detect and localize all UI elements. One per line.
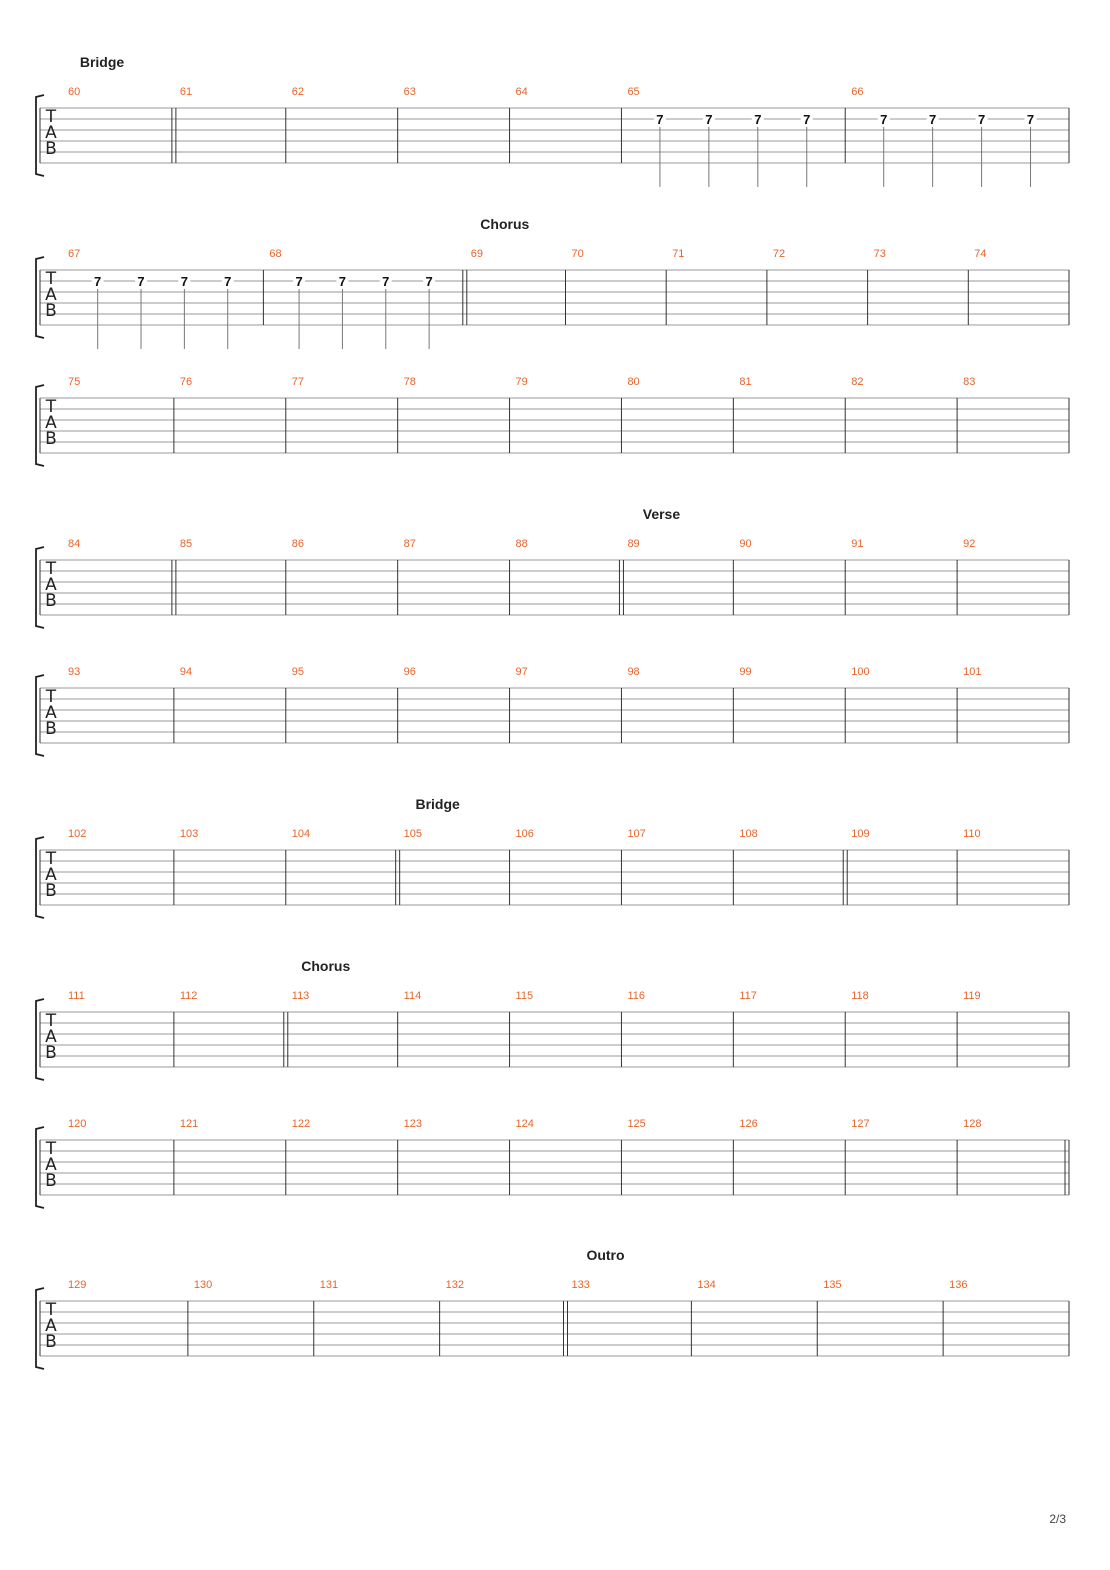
fret-number: 7 bbox=[425, 274, 433, 289]
fret-number: 7 bbox=[1026, 112, 1035, 127]
measure-number: 99 bbox=[739, 666, 752, 678]
measure-number: 110 bbox=[963, 828, 981, 840]
measure-number: 128 bbox=[963, 1118, 982, 1130]
tab-clef-letter: A bbox=[45, 285, 57, 305]
measure-number: 136 bbox=[949, 1279, 968, 1291]
tab-clef-letter: A bbox=[45, 1316, 57, 1336]
fret-number: 7 bbox=[929, 112, 937, 127]
measure-number: 79 bbox=[515, 376, 528, 388]
tab-clef-letter: A bbox=[45, 865, 57, 885]
measure-number: 86 bbox=[291, 538, 305, 550]
measure-number: 109 bbox=[851, 828, 870, 840]
measure-number: 135 bbox=[823, 1279, 842, 1291]
measure-number: 82 bbox=[851, 376, 864, 388]
tab-clef-letter: B bbox=[45, 139, 57, 159]
section-label: Bridge bbox=[415, 796, 460, 812]
tab-clef-letter: B bbox=[45, 301, 57, 321]
tab-clef-letter: B bbox=[45, 1043, 57, 1063]
measure-number: 132 bbox=[445, 1279, 464, 1291]
tab-system bbox=[36, 1247, 1069, 1369]
tab-system bbox=[36, 796, 1069, 918]
measure-number: 115 bbox=[515, 990, 534, 1002]
measure-number: 88 bbox=[515, 538, 528, 550]
fret-number: 7 bbox=[224, 274, 232, 289]
measure-number: 93 bbox=[68, 666, 81, 678]
measure-number: 134 bbox=[697, 1279, 716, 1291]
page-number: 2/3 bbox=[1049, 1512, 1066, 1526]
measure-number: 118 bbox=[851, 990, 869, 1002]
tab-clef-letter: T bbox=[45, 1300, 57, 1320]
measure-number: 67 bbox=[68, 248, 81, 260]
measure-number: 87 bbox=[403, 538, 416, 550]
tab-clef-letter: T bbox=[45, 1139, 57, 1159]
measure-number: 117 bbox=[739, 990, 757, 1002]
tab-clef-letter: B bbox=[45, 1171, 57, 1191]
section-label: Bridge bbox=[79, 54, 125, 70]
measure-number: 120 bbox=[68, 1118, 87, 1130]
measure-number: 119 bbox=[963, 990, 981, 1002]
tab-clef-letter: T bbox=[45, 1011, 57, 1031]
tab-system bbox=[36, 376, 1069, 466]
measure-number: 124 bbox=[515, 1118, 534, 1130]
tab-clef-letter: T bbox=[45, 269, 57, 289]
measure-number: 100 bbox=[851, 666, 870, 678]
tab-system bbox=[36, 54, 1069, 187]
fret-number: 7 bbox=[656, 112, 664, 127]
measure-number: 80 bbox=[627, 376, 640, 388]
fret-number: 7 bbox=[295, 274, 303, 289]
measure-number: 75 bbox=[68, 376, 81, 388]
measure-number: 126 bbox=[739, 1118, 758, 1130]
tab-clef-letter: T bbox=[45, 107, 57, 127]
tab-clef-letter: T bbox=[45, 559, 57, 579]
tab-clef-letter: B bbox=[45, 429, 57, 449]
measure-number: 60 bbox=[68, 86, 81, 98]
section-label: Verse bbox=[642, 506, 681, 522]
fret-number: 7 bbox=[180, 274, 188, 289]
fret-number: 7 bbox=[94, 274, 102, 289]
tab-clef-letter: B bbox=[45, 719, 57, 739]
measure-number: 123 bbox=[403, 1118, 423, 1130]
measure-number: 116 bbox=[627, 990, 645, 1002]
measure-number: 69 bbox=[470, 248, 484, 260]
measure-number: 133 bbox=[571, 1279, 590, 1291]
measure-number: 81 bbox=[739, 376, 752, 388]
fret-number: 7 bbox=[382, 274, 390, 289]
measure-number: 84 bbox=[68, 538, 81, 550]
measure-number: 95 bbox=[291, 666, 305, 678]
tab-system bbox=[36, 958, 1069, 1080]
measure-number: 97 bbox=[515, 666, 528, 678]
measure-number: 71 bbox=[672, 248, 685, 260]
tab-system bbox=[36, 1118, 1069, 1208]
measure-number: 85 bbox=[179, 538, 193, 550]
measure-number: 94 bbox=[179, 666, 193, 678]
fret-number: 7 bbox=[977, 112, 986, 127]
fret-number: 7 bbox=[137, 274, 145, 289]
fret-number: 7 bbox=[803, 112, 811, 127]
measure-number: 73 bbox=[873, 248, 886, 260]
measure-number: 90 bbox=[739, 538, 752, 550]
tab-clef-letter: A bbox=[45, 123, 57, 143]
tab-clef-letter: A bbox=[45, 1155, 57, 1175]
measure-number: 129 bbox=[68, 1279, 87, 1291]
measure-number: 91 bbox=[851, 538, 864, 550]
systems-layer bbox=[36, 54, 1069, 1369]
measure-number: 112 bbox=[179, 990, 198, 1002]
fret-number: 7 bbox=[338, 274, 347, 289]
measure-number: 125 bbox=[627, 1118, 646, 1130]
measure-number: 83 bbox=[963, 376, 976, 388]
measure-number: 130 bbox=[193, 1279, 213, 1291]
tab-clef-letter: B bbox=[45, 1332, 57, 1352]
measure-number: 89 bbox=[627, 538, 640, 550]
tab-clef-letter: A bbox=[45, 413, 57, 433]
measure-number: 70 bbox=[571, 248, 584, 260]
section-label: Chorus bbox=[480, 216, 530, 232]
measure-number: 122 bbox=[291, 1118, 311, 1130]
tab-system bbox=[36, 506, 1069, 628]
measure-number: 101 bbox=[963, 666, 982, 678]
measure-number: 96 bbox=[403, 666, 416, 678]
measure-number: 65 bbox=[627, 86, 640, 98]
measure-number: 68 bbox=[269, 248, 282, 260]
measure-number: 61 bbox=[179, 86, 193, 98]
measure-number: 92 bbox=[963, 538, 976, 550]
tab-clef-letter: A bbox=[45, 575, 57, 595]
section-label: Outro bbox=[586, 1247, 625, 1263]
measure-number: 98 bbox=[627, 666, 640, 678]
tab-clef-letter: T bbox=[45, 849, 57, 869]
measure-number: 72 bbox=[772, 248, 786, 260]
tab-clef-letter: B bbox=[45, 881, 57, 901]
measure-number: 74 bbox=[974, 248, 987, 260]
measure-number: 105 bbox=[403, 828, 423, 840]
measure-number: 114 bbox=[403, 990, 422, 1002]
measure-number: 111 bbox=[68, 990, 85, 1002]
measure-number: 121 bbox=[179, 1118, 199, 1130]
measure-number: 108 bbox=[739, 828, 758, 840]
measure-number: 62 bbox=[291, 86, 305, 98]
measure-number: 104 bbox=[291, 828, 311, 840]
tab-system bbox=[36, 666, 1069, 756]
tab-clef-letter: T bbox=[45, 397, 57, 417]
measure-number: 102 bbox=[68, 828, 87, 840]
section-label: Chorus bbox=[301, 958, 351, 974]
measure-number: 76 bbox=[179, 376, 193, 388]
measure-number: 113 bbox=[291, 990, 310, 1002]
measure-number: 63 bbox=[403, 86, 416, 98]
measure-number: 64 bbox=[515, 86, 528, 98]
fret-number: 7 bbox=[754, 112, 762, 127]
tab-clef-letter: A bbox=[45, 703, 57, 723]
measure-number: 78 bbox=[403, 376, 416, 388]
measure-number: 77 bbox=[291, 376, 305, 388]
fret-number: 7 bbox=[705, 112, 713, 127]
measure-number: 106 bbox=[515, 828, 534, 840]
measure-number: 131 bbox=[319, 1279, 339, 1291]
measure-number: 107 bbox=[627, 828, 646, 840]
tab-clef-letter: B bbox=[45, 591, 57, 611]
fret-number: 7 bbox=[880, 112, 888, 127]
tab-clef-letter: T bbox=[45, 687, 57, 707]
measure-number: 127 bbox=[851, 1118, 870, 1130]
tab-clef-letter: A bbox=[45, 1027, 57, 1047]
measure-number: 103 bbox=[179, 828, 199, 840]
tab-system bbox=[36, 216, 1069, 349]
measure-number: 66 bbox=[851, 86, 864, 98]
